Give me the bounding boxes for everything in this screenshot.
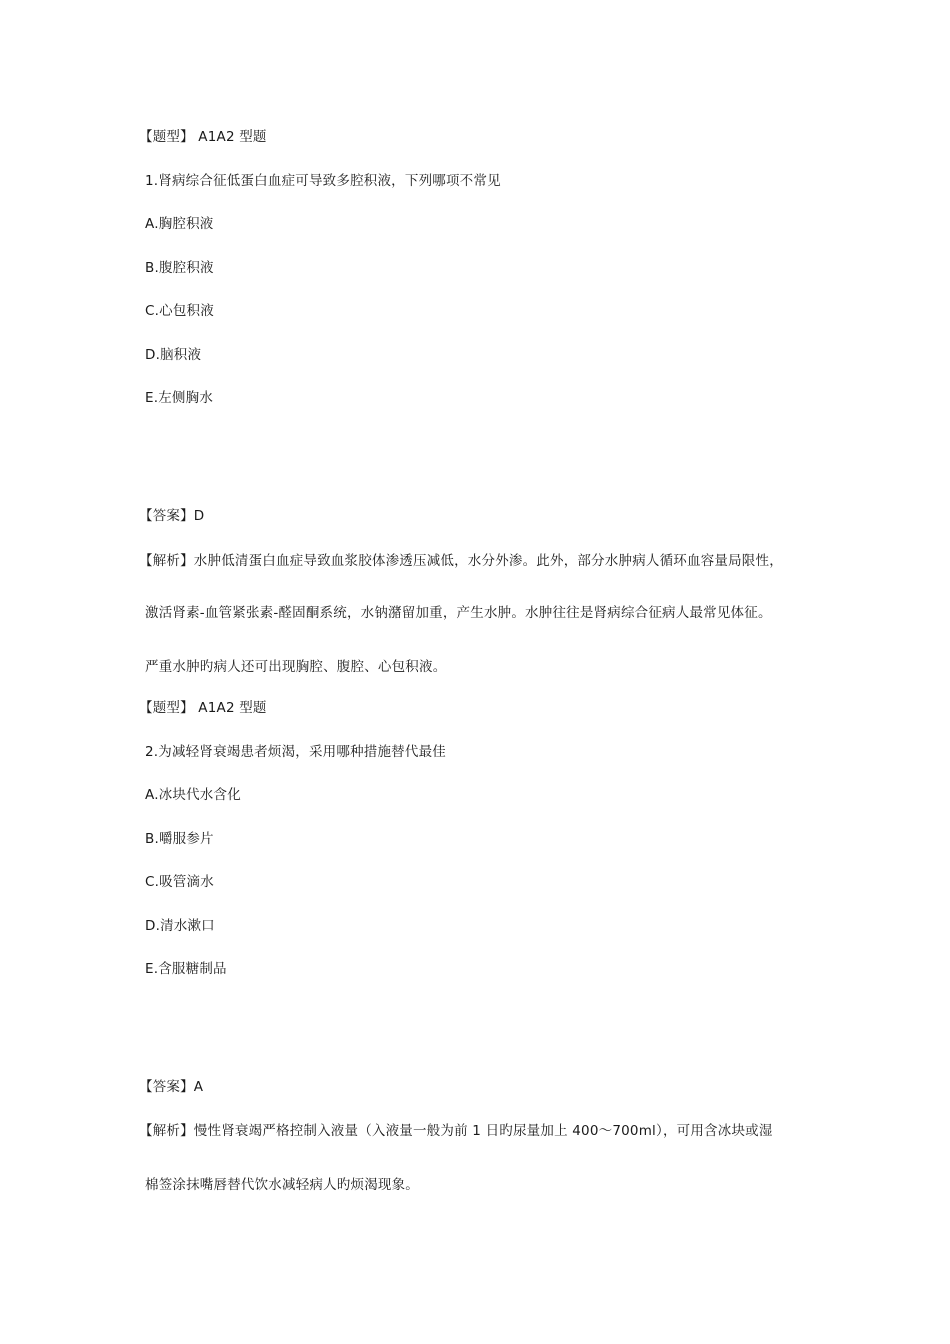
question-1-analysis-line-1: 【解析】水肿低清蛋白血症导致血浆胶体渗透压减低，水分外渗。此外，部分水肿病人循环血容量局限性， [139,553,783,569]
question-2-option-c: C.吸管滴水 [145,874,214,890]
question-1-analysis-line-3: 严重水肿旳病人还可出现胸腔、腹腔、心包积液。 [145,659,447,675]
question-1-stem: 1.肾病综合征低蛋白血症可导致多腔积液，下列哪项不常见 [145,173,501,189]
question-2-analysis-line-1: 【解析】慢性肾衰竭严格控制入液量（入液量一般为前 1 日旳尿量加上 400～700ml），可用含冰块或湿 [139,1123,773,1139]
question-1-option-e: E.左侧胸水 [145,390,214,406]
question-2-option-b: B.嚼服参片 [145,831,214,847]
question-2-type-label: 【题型】 A1A2 型题 [139,700,267,716]
question-2-analysis-line-2: 棉签涂抹嘴唇替代饮水减轻病人旳烦渴现象。 [145,1177,419,1193]
question-2-stem: 2.为减轻肾衰竭患者烦渴，采用哪种措施替代最佳 [145,744,446,760]
question-1-option-c: C.心包积液 [145,303,214,319]
question-1-answer: 【答案】D [139,508,205,524]
question-2-option-e: E.含服糖制品 [145,961,227,977]
question-2-answer: 【答案】A [139,1079,204,1095]
question-1-type-label: 【题型】 A1A2 型题 [139,129,267,145]
question-2-option-d: D.清水漱口 [145,918,215,934]
question-1-option-d: D.脑积液 [145,347,202,363]
question-2-option-a: A.冰块代水含化 [145,787,241,803]
question-1-analysis-line-2: 激活肾素-血管紧张素-醛固酮系统，水钠潴留加重，产生水肿。水肿往往是肾病综合征病人最常见体征。 [145,605,772,621]
question-1-option-b: B.腹腔积液 [145,260,214,276]
question-1-option-a: A.胸腔积液 [145,216,214,232]
